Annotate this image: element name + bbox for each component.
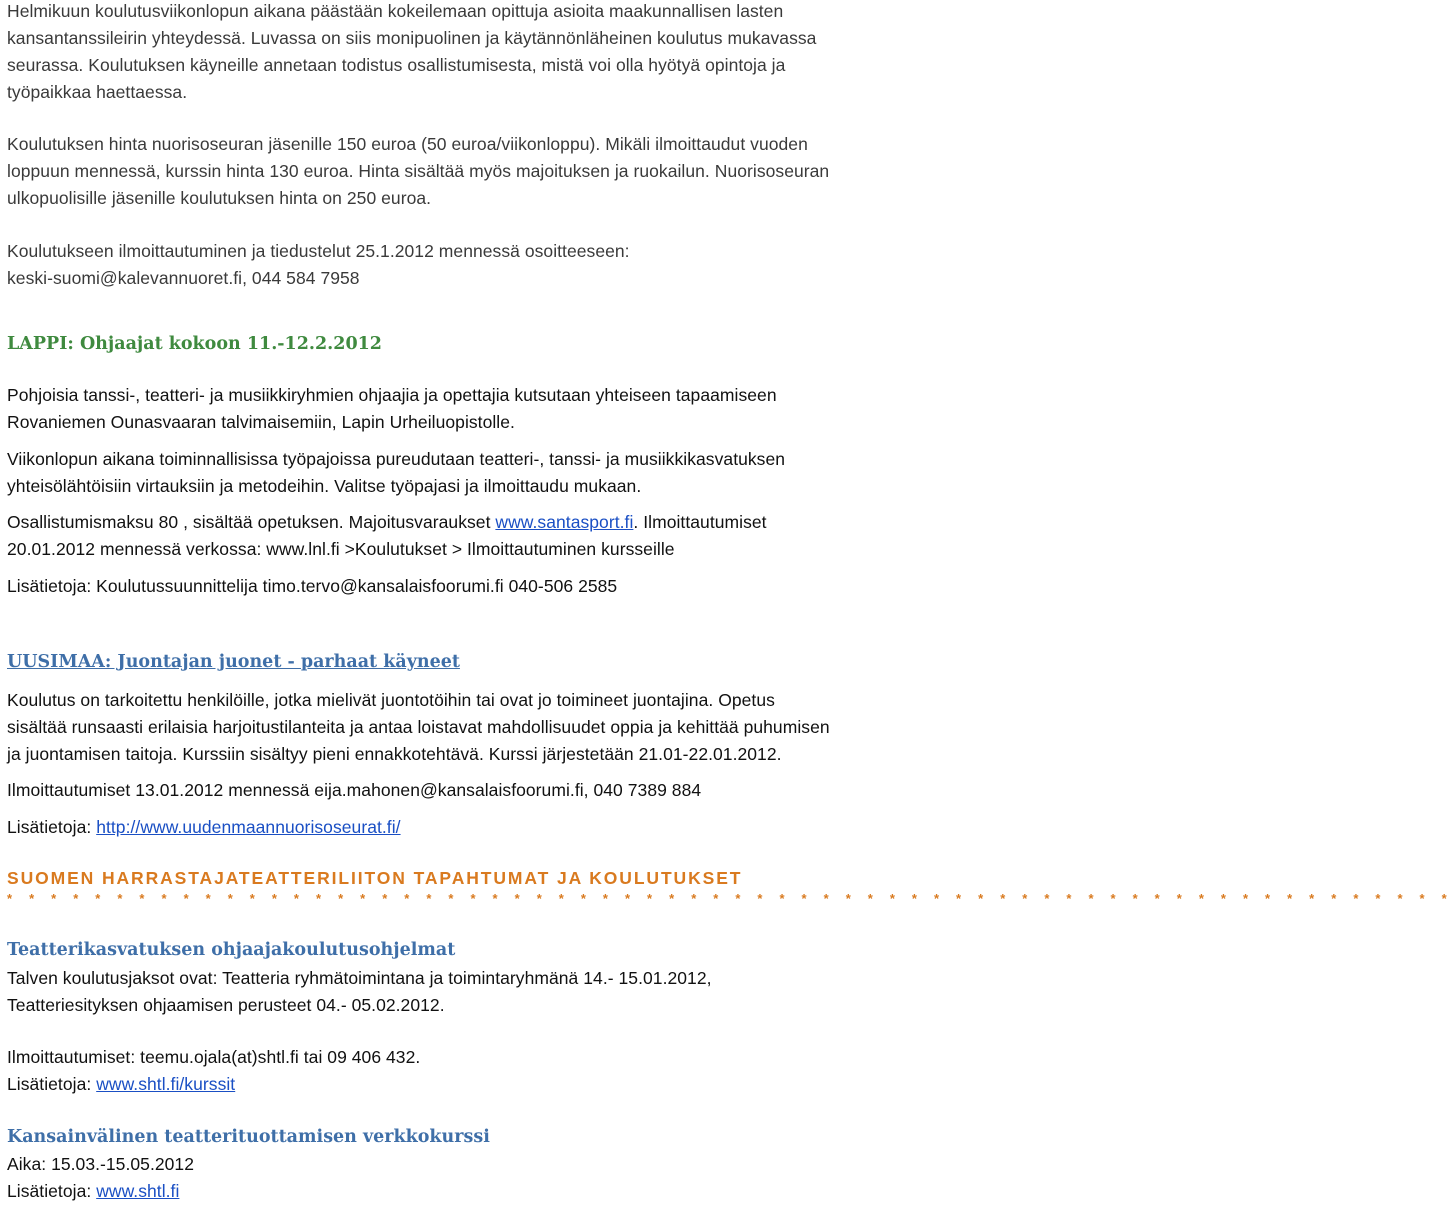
intro-line-6: loppuun mennessä, kurssin hinta 130 euroa. Hinta sisältää myös majoituksen ja ruokailun. Nuorisoseuran <box>7 161 830 181</box>
lappi-heading: LAPPI: Ohjaajat kokoon 11.-12.2.2012 <box>7 334 382 354</box>
verkkokurssi-info-line <box>7 1178 179 1204</box>
intro-contact: keski-suomi@kalevannuoret.fi, 044 584 7958 <box>7 268 360 288</box>
shtl-banner-title: SUOMEN HARRASTAJATEATTERILIITON TAPAHTUMAT JA KOULUTUKSET <box>7 868 743 888</box>
intro-line-4: työpaikkaa haettaessa. <box>7 82 188 102</box>
uusimaa-info-line <box>7 814 401 840</box>
verkkokurssi-dates: Aika: 15.03.-15.05.2012 <box>7 1154 194 1174</box>
uusimaa-info-label: Lisätietoja: <box>7 817 97 837</box>
lappi-para-2-line-2: yhteisölähtöisiin virtauksiin ja metodeihin. Valitse työpajasi ja ilmoittaudu mukaan. <box>7 476 642 496</box>
lappi-fee-line <box>7 509 767 535</box>
star-divider: * * * * * * * * * * * * * * * * * * * * * * * * * * * * * * * * * * * * * * * * * * * * * * * * * * * * * * * * * * * * * * * * * * <box>7 891 1453 906</box>
lappi-fee-tail: . Ilmoittautumiset <box>633 512 767 532</box>
teatterikasvatus-heading: Teatterikasvatuksen ohjaajakoulutusohjelmat <box>7 940 456 960</box>
shtl-kurssit-link[interactable]: www.shtl.fi/kurssit <box>96 1074 236 1094</box>
uusimaa-para-line-3: ja juontamisen taitoja. Kurssiin sisältyy pieni ennakkotehtävä. Kurssi järjestetään 21.01-22.01.2012. <box>7 744 782 764</box>
teatterikasvatus-line-1: Talven koulutusjaksot ovat: Teatteria ryhmätoimintana ja toimintaryhmänä 14.- 15.01.2012, <box>7 968 712 988</box>
uusimaa-para-line-2: sisältää runsaasti erilaisia harjoitustilanteita ja antaa loistavat mahdollisuudet oppia ja kehittää puhumisen <box>7 717 830 737</box>
teatterikasvatus-registration: Ilmoittautumiset: teemu.ojala(at)shtl.fi tai 09 406 432. <box>7 1047 421 1067</box>
verkkokurssi-info-label: Lisätietoja: <box>7 1181 97 1201</box>
teatterikasvatus-info-line <box>7 1071 235 1097</box>
lappi-registration-line: 20.01.2012 mennessä verkossa: www.lnl.fi >Koulutukset > Ilmoittautuminen kursseille <box>7 539 675 559</box>
intro-line-8: Koulutukseen ilmoittautuminen ja tiedustelut 25.1.2012 mennessä osoitteeseen: <box>7 241 630 261</box>
intro-line-7: ulkopuolisille jäsenille koulutuksen hinta on 250 euroa. <box>7 188 432 208</box>
uusimaa-para-line-1: Koulutus on tarkoitettu henkilöille, jotka mielivät juontotöihin tai ovat jo toimineet juontajina. Opetus <box>7 690 775 710</box>
shtl-link[interactable]: www.shtl.fi <box>96 1181 180 1201</box>
lappi-para-1-line-2: Rovaniemen Ounasvaaran talvimaisemiin, Lapin Urheiluopistolle. <box>7 412 515 432</box>
lappi-info-line: Lisätietoja: Koulutussuunnittelija timo.tervo@kansalaisfoorumi.fi 040-506 2585 <box>7 576 618 596</box>
teatterikasvatus-info-label: Lisätietoja: <box>7 1074 97 1094</box>
lappi-fee-text: Osallistumismaksu 80 , sisältää opetuksen. Majoitusvaraukset <box>7 512 496 532</box>
intro-line-2: kansantanssileirin yhteydessä. Luvassa on siis monipuolinen ja käytännönläheinen koulutus mukavassa <box>7 28 817 48</box>
lappi-para-2-line-1: Viikonlopun aikana toiminnallisissa työpajoissa pureudutaan teatteri-, tanssi- ja musiikkikasvatuksen <box>7 449 786 469</box>
santasport-link[interactable]: www.santasport.fi <box>495 512 634 532</box>
uusimaa-website-link[interactable]: http://www.uudenmaannuorisoseurat.fi/ <box>96 817 401 837</box>
verkkokurssi-heading: Kansainvälinen teatterituottamisen verkkokurssi <box>7 1127 490 1147</box>
teatterikasvatus-line-2: Teatteriesityksen ohjaamisen perusteet 04.- 05.02.2012. <box>7 995 445 1015</box>
intro-line-1: Helmikuun koulutusviikonlopun aikana päästään kokeilemaan opittuja asioita maakunnallisen lasten <box>7 1 784 21</box>
uusimaa-registration-line: Ilmoittautumiset 13.01.2012 mennessä eija.mahonen@kansalaisfoorumi.fi, 040 7389 884 <box>7 780 702 800</box>
intro-line-3: seurassa. Koulutuksen käyneille annetaan todistus osallistumisesta, mistä voi olla hyötyä opintoja ja <box>7 55 786 75</box>
uusimaa-heading: UUSIMAA: Juontajan juonet - parhaat käyneet <box>7 652 460 672</box>
lappi-para-1-line-1: Pohjoisia tanssi-, teatteri- ja musiikkiryhmien ohjaajia ja opettajia kutsutaan yhteiseen tapaamiseen <box>7 385 777 405</box>
intro-line-5: Koulutuksen hinta nuorisoseuran jäsenille 150 euroa (50 euroa/viikonloppu). Mikäli ilmoittaudut vuoden <box>7 134 808 154</box>
